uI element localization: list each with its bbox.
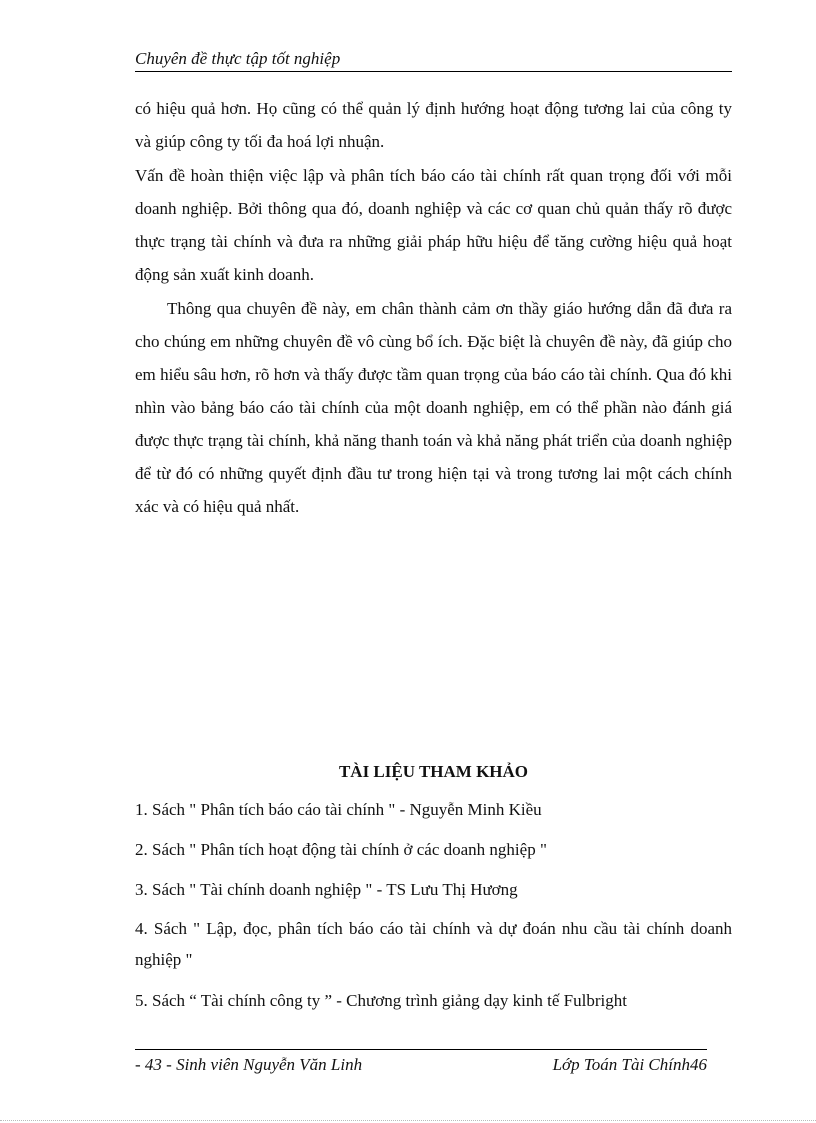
footer-divider <box>135 1049 707 1050</box>
reference-item: 4. Sách " Lập, đọc, phân tích báo cáo tài chính và dự đoán nhu cầu tài chính doanh nghiệp " <box>135 919 732 969</box>
page-bottom-rule <box>0 1120 816 1121</box>
reference-item: 3. Sách " Tài chính doanh nghiệp " - TS Lưu Thị Hương <box>135 880 518 899</box>
reference-item: 2. Sách " Phân tích hoạt động tài chính ở các doanh nghiệp " <box>135 840 547 859</box>
body-text <box>135 92 732 523</box>
reference-item: 5. Sách “ Tài chính công ty ” - Chương trình giảng dạy kinh tế Fulbright <box>135 991 627 1010</box>
paragraph-3: Thông qua chuyên đề này, em chân thành cảm ơn thầy giáo hướng dẫn đã đưa ra cho chúng em những chuyên đề vô cùng bổ ích. Đặc biệt là chuyên đề này, đã giúp cho em hiểu sâu hơn, rõ hơn và thấy được tầm quan trọng của báo cáo tài chính. Qua đó khi nhìn vào bảng báo cáo tài chính của một doanh nghiệp, em có thể phần nào đánh giá được thực trạng tài chính, khả năng thanh toán và khả năng phát triển của doanh nghiệp để từ đó có những quyết định đầu tư trong hiện tại và trong tương lai một cách chính xác và có hiệu quả nhất. <box>135 299 732 516</box>
running-header-title: Chuyên đề thực tập tốt nghiệp <box>135 49 341 68</box>
footer-page-author: - 43 - Sinh viên Nguyễn Văn Linh <box>135 1055 363 1074</box>
references-list <box>135 796 732 1027</box>
reference-item: 1. Sách " Phân tích báo cáo tài chính " - Nguyễn Minh Kiều <box>135 800 542 819</box>
paragraph-2: Vấn đề hoàn thiện việc lập và phân tích báo cáo tài chính rất quan trọng đối với mỗi doanh nghiệp. Bởi thông qua đó, doanh nghiệp và các cơ quan chủ quản thấy rõ được thực trạng tài chính và đưa ra những giải pháp hữu hiệu để tăng cường hiệu quả hoạt động sản xuất kinh doanh. <box>135 166 732 284</box>
running-header <box>135 48 732 72</box>
paragraph-1: có hiệu quả hơn. Họ cũng có thể quản lý định hướng hoạt động tương lai của công ty và giúp công ty tối đa hoá lợi nhuận. <box>135 99 732 151</box>
references-title: TÀI LIỆU THAM KHẢO <box>338 762 529 781</box>
footer-class: Lớp Toán Tài Chính46 <box>552 1055 707 1074</box>
